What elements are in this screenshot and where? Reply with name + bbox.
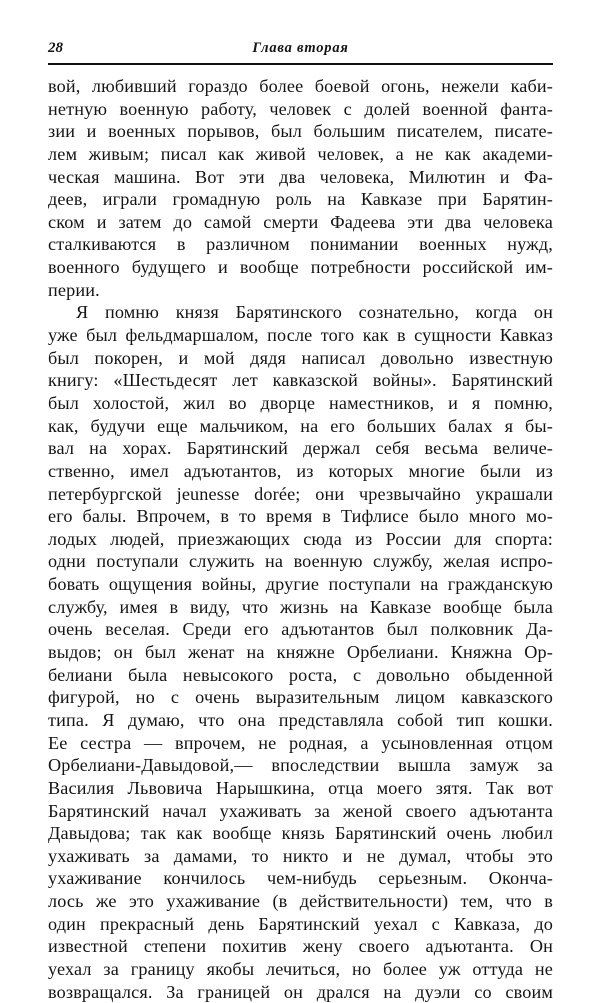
text-line: ухаживание кончилось чем-нибудь серьезным. Оконча- bbox=[48, 868, 553, 889]
running-head: Глава вторая bbox=[252, 40, 349, 56]
text-line: лось же это ухаживание (в действительности) тем, что в bbox=[48, 891, 553, 912]
text-line: ственно, имел адъютантов, из которых многие были из bbox=[48, 460, 553, 481]
text-line: лем живым; писал как живой человек, а не как академи- bbox=[48, 143, 553, 164]
text-line: книгу: «Шестьдесят лет кавказской войны». Барятинский bbox=[48, 370, 553, 391]
text-line: ском и затем до самой смерти Фадеева эти два человека bbox=[48, 211, 553, 232]
text-line: выдов; он был женат на княжне Орбелиани. Княжна Ор- bbox=[48, 642, 553, 663]
text-line: как, будучи еще мальчиком, на его больших балах я бы- bbox=[48, 415, 553, 436]
text-line: был покорен, и мой дядя написал довольно известную bbox=[48, 347, 553, 368]
text-line: вой, любивший гораздо более боевой огонь, нежели каби- bbox=[48, 76, 553, 96]
text-line: вал на хорах. Барятинский держал себя весьма величе- bbox=[48, 438, 553, 459]
text-line: типа. Я думаю, что она представляла собой тип кошки. bbox=[48, 709, 553, 730]
paragraph-start-line: Я помню князя Барятинского сознательно, когда он bbox=[76, 302, 553, 323]
text-line: возвращался. За границей он дрался на дуэли со своим bbox=[48, 981, 553, 1002]
text-line: Барятинский начал ухаживать за женой своего адъютанта bbox=[48, 800, 553, 821]
page-number: 28 bbox=[48, 40, 63, 56]
text-line: Давыдова; так как вообще князь Барятинский очень любил bbox=[48, 823, 553, 844]
header-rule bbox=[48, 63, 553, 65]
text-line: бовать ощущения войны, другие поступали на гражданскую bbox=[48, 574, 553, 595]
text-line: военного будущего и вообще потребности российской им- bbox=[48, 257, 553, 278]
text-line: белиани была невысокого роста, с довольно обыденной bbox=[48, 664, 553, 685]
text-line: сталкиваются в различном понимании военных нужд, bbox=[48, 234, 553, 255]
text-line: нетную военную работу, человек с долей военной фанта- bbox=[48, 98, 553, 119]
text-line: деев, играли громадную роль на Кавказе при Барятин- bbox=[48, 189, 553, 210]
text-line: ческая машина. Вот эти два человека, Милютин и Фа- bbox=[48, 166, 553, 187]
text-line: уехал за границу якобы лечиться, но более уж оттуда не bbox=[48, 958, 553, 979]
text-line: известной степени похитив жену своего адъютанта. Он bbox=[48, 936, 553, 957]
text-line: его балы. Впрочем, в то время в Тифлисе было много мо- bbox=[48, 506, 553, 527]
text-line: уже был фельдмаршалом, после того как в сущности Кавказ bbox=[48, 325, 553, 346]
text-line: был холостой, жил во дворце наместников, и я помню, bbox=[48, 392, 553, 413]
text-line: зии и военных порывов, был большим писателем, писате- bbox=[48, 121, 553, 142]
text-line: фигурой, но с очень выразительным лицом кавказского bbox=[48, 687, 553, 708]
body-text bbox=[48, 75, 553, 1003]
text-line: очень веселая. Среди его адъютантов был полковник Да- bbox=[48, 619, 553, 640]
text-line: один прекрасный день Барятинский уехал с Кавказа, до bbox=[48, 913, 553, 934]
text-line: Ее сестра — впрочем, не родная, а усыновленная отцом bbox=[48, 732, 553, 753]
text-line: одни поступали служить на военную службу, желая испро- bbox=[48, 551, 553, 572]
paragraph-end-line: перии. bbox=[48, 279, 100, 300]
text-line: службу, имея в виду, что жизнь на Кавказе вообще была bbox=[48, 596, 553, 617]
text-line: лодых людей, приезжающих сюда из России для спорта: bbox=[48, 528, 553, 549]
text-line: петербургской jeunesse dorée; они чрезвычайно украшали bbox=[48, 483, 553, 504]
text-line: Василия Львовича Нарышкина, отца моего зятя. Так вот bbox=[48, 777, 553, 798]
text-line: ухаживать за дамами, то никто и не думал, чтобы это bbox=[48, 845, 553, 866]
text-line: Орбелиани-Давыдовой,— впоследствии вышла замуж за bbox=[48, 755, 553, 776]
page-header bbox=[48, 40, 553, 62]
